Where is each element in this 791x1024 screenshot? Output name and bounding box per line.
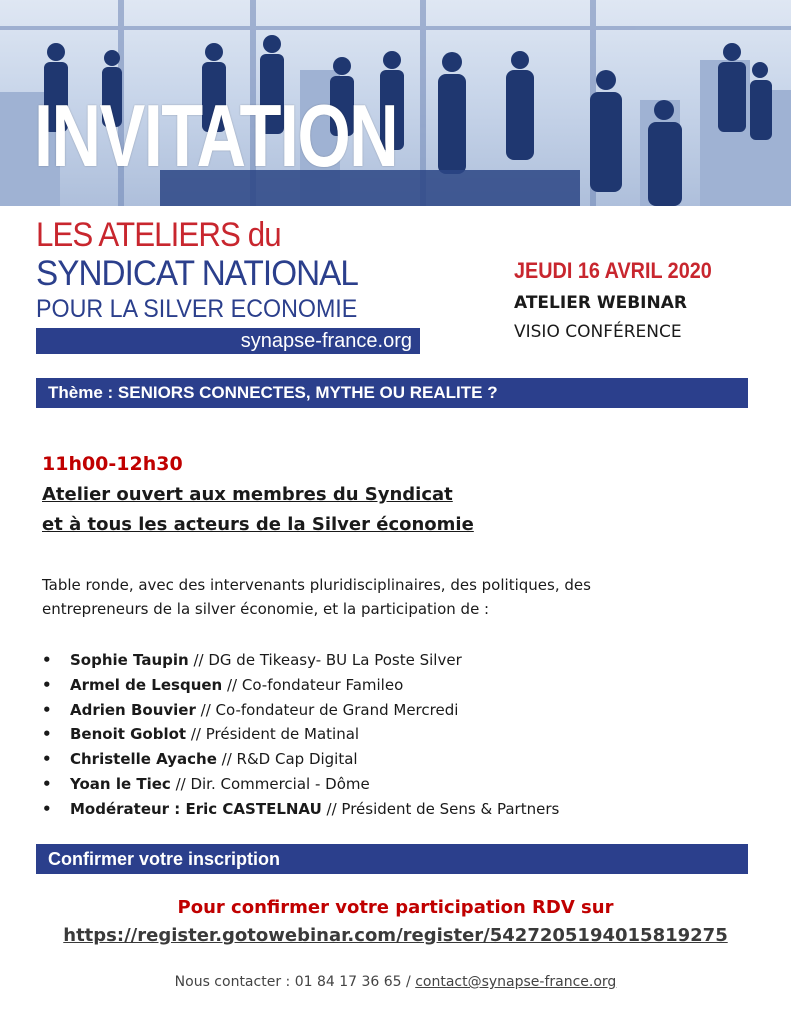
logo-line-silver: POUR LA SILVER ECONOMIE xyxy=(36,295,358,323)
event-type: ATELIER WEBINAR xyxy=(514,293,687,313)
speaker-name: Christelle Ayache xyxy=(70,750,217,769)
speaker-item xyxy=(42,772,559,797)
speaker-name: Sophie Taupin xyxy=(70,651,189,669)
event-date-block xyxy=(514,258,734,346)
logo-website: synapse-france.org xyxy=(36,328,420,354)
speaker-name: Armel de Lesquen xyxy=(70,675,223,694)
invitation-title: INVITATION xyxy=(34,86,398,185)
headline-line-2: et à tous les acteurs de la Silver économie xyxy=(42,514,474,535)
contact-line xyxy=(0,972,791,992)
bullet-icon: • xyxy=(42,725,52,744)
organization-logo xyxy=(36,216,420,352)
event-time: 11h00-12h30 xyxy=(42,453,183,475)
intro-paragraph: Table ronde, avec des intervenants pluridisciplinaires, des politiques, des entrepreneurs de la silver économie, et la participation de : xyxy=(42,576,591,618)
speaker-role: // Président de Matinal xyxy=(186,725,360,744)
event-headline xyxy=(42,480,474,540)
speaker-name: Adrien Bouvier xyxy=(70,700,196,719)
bullet-icon: • xyxy=(42,774,52,793)
bullet-icon: • xyxy=(42,700,52,719)
contact-email-link[interactable]: contact@synapse-france.org xyxy=(415,974,617,990)
headline-line-1: Atelier ouvert aux membres du Syndicat xyxy=(42,484,453,505)
speaker-item xyxy=(42,797,559,822)
speaker-role: // DG de Tikeasy- BU La Poste Silver xyxy=(188,651,462,669)
speaker-name: Modérateur : Eric CASTELNAU xyxy=(70,799,322,818)
theme-bar: Thème : SENIORS CONNECTES, MYTHE OU REALITE ? xyxy=(36,378,748,408)
speaker-role: // Co-fondateur de Grand Mercredi xyxy=(195,700,459,719)
speaker-role: // Président de Sens & Partners xyxy=(321,799,560,818)
logo-line-ateliers: LES ATELIERS du xyxy=(36,216,281,254)
logo-line-syndicat: SYNDICAT NATIONAL xyxy=(36,254,358,293)
speaker-role: // R&D Cap Digital xyxy=(216,750,358,769)
bullet-icon: • xyxy=(42,651,52,669)
speaker-list xyxy=(42,648,559,822)
event-format: VISIO CONFÉRENCE xyxy=(514,322,682,342)
registration-prompt: Pour confirmer votre participation RDV sur xyxy=(177,897,614,918)
bullet-icon: • xyxy=(42,750,52,769)
bullet-icon: • xyxy=(42,675,52,694)
speaker-item xyxy=(42,698,559,723)
speaker-role: // Co-fondateur Famileo xyxy=(222,675,404,694)
registration-link[interactable]: https://register.gotowebinar.com/register/5427205194015819275 xyxy=(63,925,728,946)
confirm-registration-bar: Confirmer votre inscription xyxy=(36,844,748,874)
speaker-item xyxy=(42,722,559,747)
speaker-item xyxy=(42,673,559,698)
speaker-name: Yoan le Tiec xyxy=(70,774,171,793)
speaker-role: // Dir. Commercial - Dôme xyxy=(170,774,370,793)
speaker-name: Benoit Goblot xyxy=(70,725,187,744)
speaker-item xyxy=(42,648,559,673)
contact-phone: Nous contacter : 01 84 17 36 65 / xyxy=(174,974,416,990)
bullet-icon: • xyxy=(42,799,52,818)
speaker-item xyxy=(42,747,559,772)
header-banner xyxy=(0,0,791,206)
event-date: JEUDI 16 AVRIL 2020 xyxy=(514,258,712,283)
